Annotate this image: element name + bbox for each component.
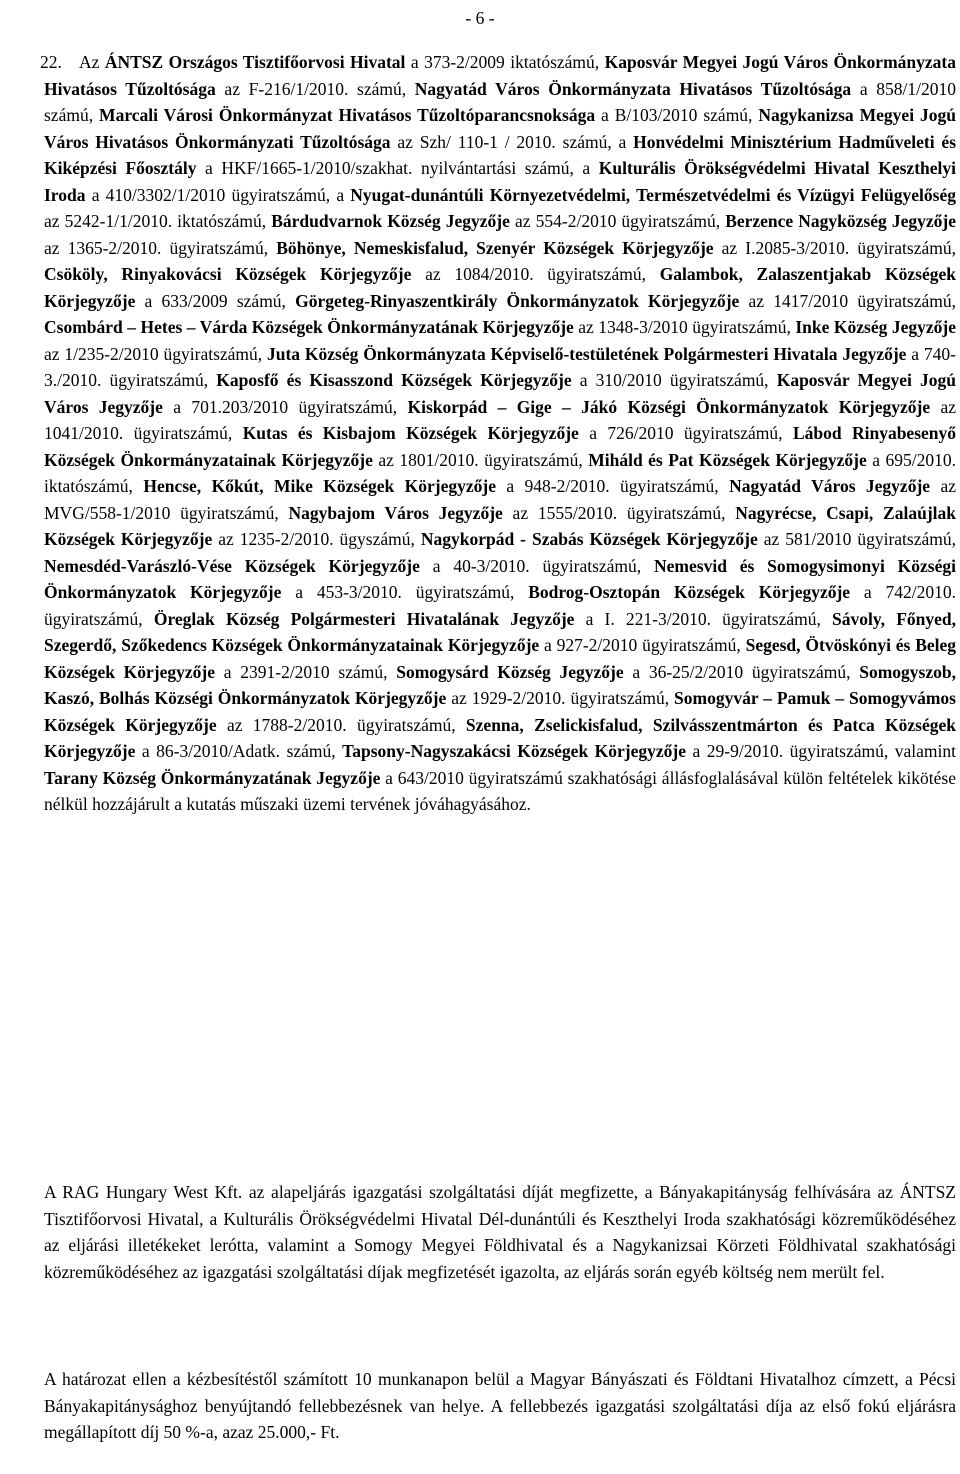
authority-name: Hencse, Kőkút, Mike Községek Körjegyzője <box>143 476 496 496</box>
reference-text: az 1348-3/2010 ügyiratszámú, <box>573 317 796 337</box>
authority-name: Tapsony-Nagyszakácsi Községek Körjegyzője <box>342 741 687 761</box>
reference-text: a 36-25/2/2010 ügyiratszámú, <box>623 661 860 682</box>
authority-name: Böhönye, Nemeskisfalud, Szenyér Községek Körjegyzője <box>276 237 714 258</box>
authority-name: Nagyrécse, Csapi, Zalaújlak Községek Körjegyzője <box>44 502 956 549</box>
authority-name: Marcali Városi Önkormányzat Hivatásos Tűzoltóparancsnoksága <box>99 105 596 125</box>
reference-text: a 643/2010 ügyiratszámú szakhatósági állásfoglalásával külön feltételek kikötése nélkül hozzájárult a kutatás műszaki üzemi tervének jóváhagyásához. <box>44 767 956 814</box>
reference-text: a 373-2/2009 iktatószámú, <box>405 52 605 72</box>
reference-text: a I. 221-3/2010. ügyiratszámú, <box>574 608 833 629</box>
reference-text: az 1929-2/2010. ügyiratszámú, <box>446 688 675 708</box>
reference-text: a 701.203/2010 ügyiratszámú, <box>162 396 408 417</box>
reference-text: a 453-3/2010. ügyiratszámú, <box>281 582 529 602</box>
reference-text: az 1417/2010 ügyiratszámú, <box>739 290 956 311</box>
reference-text: a 858/1/2010 számú, <box>44 78 957 125</box>
reference-text: a 2391-2/2010 számú, <box>215 661 397 682</box>
page-number: - 6 - <box>465 8 495 28</box>
authority-name: Szenna, Zselickisfalud, Szilvásszentmárton és Patca Községek Körjegyzője <box>44 714 956 761</box>
reference-text: az 1235-2/2010. ügyszámú, <box>212 529 421 549</box>
authority-name: Nagykanizsa Megyei Jogú Város Hivatásos Önkormányzati Tűzoltósága <box>44 105 956 152</box>
reference-text: az 1788-2/2010. ügyiratszámú, <box>216 714 466 735</box>
authority-name: Nemesvid és Somogysimonyi Községi Önkormányzatok Körjegyzője <box>44 555 956 602</box>
item-number: 22. <box>40 52 62 72</box>
reference-text: a 740-3./2010. ügyiratszámú, <box>44 343 956 390</box>
reference-text: a HKF/1665-1/2010/szakhat. nyilvántartási számú, a <box>196 158 599 178</box>
reference-text: a 410/3302/1/2010 ügyiratszámú, a <box>85 184 351 205</box>
authority-name: ÁNTSZ Országos Tisztifőorvosi Hivatal <box>104 52 406 72</box>
reference-text: a B/103/2010 számú, <box>595 105 759 125</box>
authority-name: Tarany Község Önkormányzatának Jegyzője <box>44 767 381 788</box>
authority-name: Nagyatád Város Önkormányzata Hivatásos Tűzoltósága <box>414 78 852 99</box>
authority-name: Csököly, Rinyakovácsi Községek Körjegyzője <box>44 264 412 284</box>
authority-name: Somogyvár – Pamuk – Somogyvámos Községek Körjegyzője <box>44 688 956 735</box>
reference-text: az 1084/2010. ügyiratszámú, <box>411 264 660 284</box>
reference-text: a 40-3/2010. ügyiratszámú, <box>419 555 655 576</box>
authority-name: Kaposfő és Kisasszond Községek Körjegyzője <box>216 370 572 390</box>
authority-name: Öreglak Község Polgármesteri Hivatalának Jegyzője <box>153 608 575 629</box>
reference-text: az 1/235-2/2010 ügyiratszámú, <box>44 343 267 364</box>
authority-name: Bárdudvarnok Község Jegyzője <box>271 211 510 231</box>
reference-text: az 1041/2010. ügyiratszámú, <box>44 396 957 443</box>
reference-text: az 581/2010 ügyiratszámú, <box>757 529 956 549</box>
authority-name: Kaposvár Megyei Jogú Város Jegyzője <box>44 370 956 417</box>
authority-name: Nagyatád Város Jegyzője <box>729 476 931 496</box>
reference-text: a 742/2010. ügyiratszámú, <box>44 582 956 629</box>
reference-text: a 948-2/2010. ügyiratszámú, <box>495 476 730 496</box>
reference-text: az 1365-2/2010. ügyiratszámú, <box>44 237 277 258</box>
paragraph-authorities <box>40 49 957 818</box>
authority-name: Nyugat-dunántúli Környezetvédelmi, Természetvédelmi és Vízügyi Felügyelőség <box>350 184 956 205</box>
authority-name: Nagykorpád - Szabás Községek Körjegyzője <box>420 529 758 549</box>
authority-name: Honvédelmi Minisztérium Hadműveleti és Kiképzési Főosztály <box>44 131 956 178</box>
authority-name: Juta Község Önkormányzata Képviselő-testületének Polgármesteri Hivatala Jegyzője <box>267 343 907 364</box>
authority-name: Nemesdéd-Varászló-Vése Községek Körjegyzője <box>44 555 420 576</box>
authority-name: Kutas és Kisbajom Községek Körjegyzője <box>242 423 579 443</box>
authority-name: Kulturális Örökségvédelmi Hivatal Keszthelyi Iroda <box>44 158 956 205</box>
reference-text: a 86-3/2010/Adatk. számú, <box>135 741 343 761</box>
authority-name: Segesd, Ötvöskónyi és Beleg Községek Körjegyzője <box>44 635 957 682</box>
authority-name: Somogyszob, Kaszó, Bolhás Községi Önkormányzatok Körjegyzője <box>44 661 956 708</box>
authority-name: Miháld és Pat Községek Körjegyzője <box>588 449 867 470</box>
authority-name: Inke Község Jegyzője <box>795 317 956 337</box>
authority-name: Berzence Nagyközség Jegyzője <box>725 211 956 231</box>
reference-text: Az <box>79 52 105 72</box>
authority-name: Nagybajom Város Jegyzője <box>288 502 503 523</box>
authority-name: Görgeteg-Rinyaszentkirály Önkormányzatok Körjegyzője <box>295 290 740 311</box>
authority-name: Lábod Rinyabesenyő Községek Önkormányzatainak Körjegyzője <box>44 423 957 470</box>
paragraph-appeal: A határozat ellen a kézbesítéstől számított 10 munkanapon belül a Magyar Bányászati és Földtani Hivatalhoz címzett, a Pécsi Bányakapitánysághoz benyújtandó fellebbezésnek van helye. A fellebbezés igazgatási szolgáltatási díja az első fokú eljárásra megállapított díj 50 %-a, azaz 25.000,- Ft. <box>44 1369 956 1442</box>
authority-name: Galambok, Zalaszentjakab Községek Körjegyzője <box>44 264 956 311</box>
reference-text: az 5242-1/1/2010. iktatószámú, <box>44 211 272 231</box>
reference-text: a 726/2010 ügyiratszámú, <box>578 423 793 443</box>
authority-name: Csombárd – Hetes – Várda Községek Önkormányzatának Körjegyzője <box>44 317 574 337</box>
paragraph-fees: A RAG Hungary West Kft. az alapeljárás igazgatási szolgáltatási díját megfizette, a Bányakapitányság felhívására az ÁNTSZ Tisztifőorvosi Hivatal, a Kulturális Örökségvédelmi Hivatal Dél-dunántúli és Keszthelyi Iroda szakhatósági közreműködéséhez az eljárási illetékeket lerótta, valamint a Somogy Megyei Földhivatal és a Nagykanizsai Körzeti Földhivatal szakhatósági közreműködéséhez az igazgatási szolgáltatási díjak megfizetését igazolta, az eljárás során egyéb költség nem merült fel. <box>44 1182 956 1282</box>
reference-text: a 310/2010 ügyiratszámú, <box>571 370 777 390</box>
reference-text: az 1555/2010. ügyiratszámú, <box>502 502 736 523</box>
reference-text: az F-216/1/2010. számú, <box>215 78 415 99</box>
reference-text: a 633/2009 számú, <box>135 290 296 311</box>
reference-text: az Szh/ 110-1 / 2010. számú, a <box>390 131 634 152</box>
reference-text: az 554-2/2010 ügyiratszámú, <box>509 211 726 231</box>
reference-text: a 29-9/2010. ügyiratszámú, valamint <box>686 741 956 761</box>
authority-name: Sávoly, Főnyed, Szegerdő, Szőkedencs Községek Önkormányzatainak Körjegyzője <box>44 608 957 655</box>
reference-text: az I.2085-3/2010. ügyiratszámú, <box>713 237 957 258</box>
authority-name: Somogysárd Község Jegyzője <box>396 661 624 682</box>
reference-text: a 695/2010. iktatószámú, <box>44 449 956 496</box>
reference-text: az 1801/2010. ügyiratszámú, <box>372 449 589 470</box>
authority-name: Bodrog-Osztopán Községek Körjegyzője <box>528 582 851 602</box>
authority-name: Kiskorpád – Gige – Jákó Községi Önkormányzatok Körjegyzője <box>407 396 931 417</box>
reference-text: a 927-2/2010 ügyiratszámú, <box>539 635 746 655</box>
reference-text: az MVG/558-1/2010 ügyiratszámú, <box>44 476 956 523</box>
authority-name: Kaposvár Megyei Jogú Város Önkormányzata Hivatásos Tűzoltósága <box>44 52 956 99</box>
paragraph-body <box>44 52 956 814</box>
